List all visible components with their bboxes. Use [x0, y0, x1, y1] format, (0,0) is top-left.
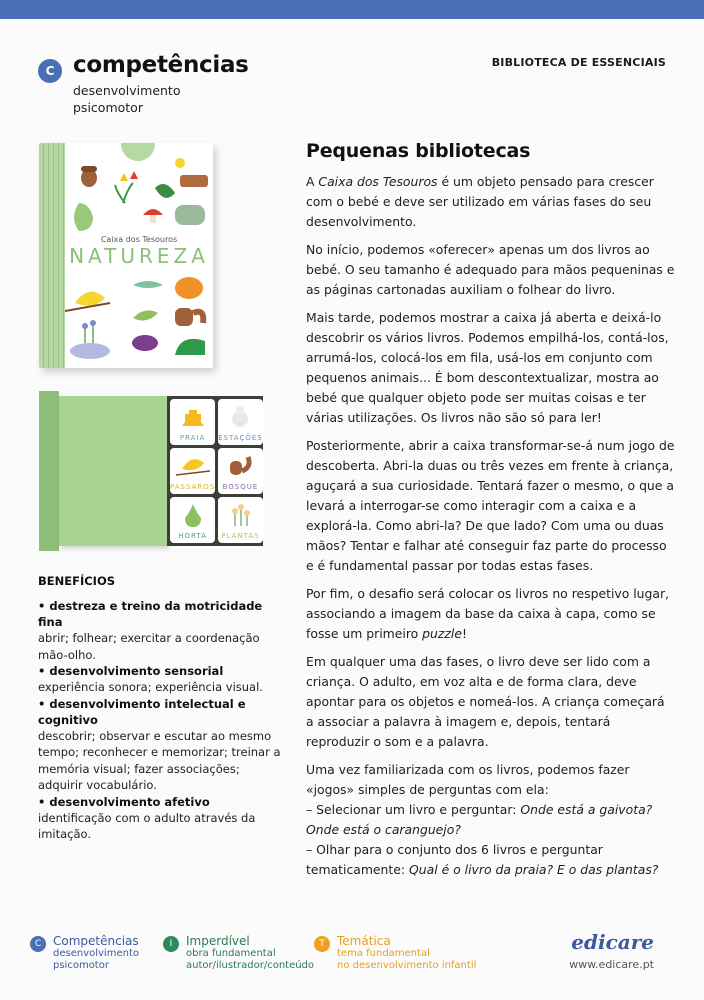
benefit-heading: • desenvolvimento afetivo	[38, 794, 210, 809]
legend-title: Competências	[53, 934, 139, 948]
paragraph-3: Mais tarde, podemos mostrar a caixa já aberta e deixá-lo descobrir os vários livros. Podemos empilhá-los, contá-los, arrumá-los, colocá-los em fila, usá-los em conjunto com pequenos animais... É bom descontextualizar, mostra ao bebé que qualquer objeto pode ser muitas coisas e ter várias utilizações. Os livros não são só para ler!	[306, 310, 669, 425]
page-category-subtitle	[73, 82, 273, 116]
book-cover-title: NATUREZA	[69, 244, 209, 268]
page-category-title: competências	[73, 52, 249, 78]
benefit-item	[38, 696, 288, 794]
text: !	[461, 626, 467, 641]
book-cover-image	[39, 143, 213, 368]
open-box-image	[39, 388, 261, 553]
footer	[30, 930, 680, 984]
mini-book-praia	[170, 399, 215, 445]
tile-label: PRAIA	[179, 434, 206, 442]
article-title: Pequenas bibliotecas	[306, 140, 531, 162]
pear-icon	[182, 502, 204, 528]
text: Uma vez familiarizada com os livros, podemos fazer «jogos» simples de perguntas com ela:	[306, 762, 630, 797]
italic-text: Caixa dos Tesouros	[318, 174, 438, 189]
brand	[569, 930, 654, 971]
paragraph-2: No início, podemos «oferecer» apenas um dos livros ao bebé. O seu tamanho é adequado para mãos pequeninas e as páginas cartonadas auxiliam o folhear do livro.	[306, 242, 675, 297]
legend-desc: desenvolvimento	[53, 948, 139, 959]
tile-label: BOSQUE	[222, 483, 259, 491]
tile-label: PLANTAS	[221, 532, 260, 540]
legend-desc: obra fundamental	[186, 948, 276, 959]
mini-book-plantas	[218, 497, 263, 543]
bird-icon	[176, 453, 210, 477]
book-cover-subtitle: Caixa dos Tesouros	[100, 235, 178, 244]
imperdivel-icon: I	[163, 936, 179, 952]
benefit-item	[38, 794, 288, 843]
legend-tematica	[314, 934, 476, 972]
benefit-heading: • desenvolvimento sensorial	[38, 664, 224, 678]
benefit-description: identificação com o adulto através da imitação.	[38, 810, 256, 841]
italic-text: Onde está a gaivota? Onde está o caranguejo?	[306, 802, 653, 837]
legend-title: Temática	[337, 934, 391, 948]
paragraph-4: Posteriormente, abrir a caixa transformar-se-á num jogo de descoberta. Abri-la duas ou três vezes em frente à criança, aguçará a sua curiosidade. Tentará fazer o mesmo, o que a levará a interrogar-se como interagir com a caixa e a explorá-la. Como abri-la? De que lado? Com uma ou duas mãos? Tentar e falhar até conseguir faz parte do processo e é fundamental passar por todas estas fases.	[306, 438, 675, 573]
sandcastle-icon	[178, 404, 208, 428]
squirrel-icon	[226, 453, 254, 477]
series-label: BIBLIOTECA DE ESSENCIAIS	[491, 56, 666, 69]
snowman-icon	[228, 404, 252, 428]
legend-desc: autor/ilustrador/conteúdo	[186, 960, 315, 971]
mini-book-passaros	[170, 448, 215, 494]
text: é um objeto pensado para crescer com o bebé e deve ser utilizado em várias fases do seu desenvolvimento.	[306, 174, 654, 229]
italic-text: Qual é o livro da praia? E o das plantas?	[409, 862, 659, 877]
text: A	[306, 174, 319, 189]
benefits-title: BENEFÍCIOS	[38, 574, 116, 588]
text: – Selecionar um livro e perguntar:	[306, 802, 521, 817]
subtitle-line-1: desenvolvimento	[73, 83, 181, 98]
article	[306, 140, 676, 888]
text: Por fim, o desafio será colocar os livros no respetivo lugar, associando a imagem da base da caixa à capa, como se fosse um primeiro	[306, 586, 670, 641]
benefit-heading: • desenvolvimento intelectual e cognitivo	[38, 696, 246, 727]
paragraph-7	[306, 760, 676, 880]
top-color-bar	[0, 0, 704, 19]
benefits-section	[38, 574, 288, 843]
legend-desc: psicomotor	[53, 960, 109, 971]
tematica-icon: T	[314, 936, 330, 952]
legend-title: Imperdível	[186, 934, 250, 948]
benefit-description: abrir; folhear; exercitar a coordenação mão-olho.	[38, 631, 260, 662]
edicare-logo: edicare	[571, 930, 654, 954]
competencias-badge-icon: C	[38, 59, 62, 83]
legend-competencias	[30, 934, 139, 972]
box-lid-edge	[39, 391, 59, 551]
tile-label: PÁSSAROS	[170, 483, 216, 491]
benefit-heading: • destreza e treino da motricidade fina	[38, 599, 263, 629]
book-spine	[39, 143, 65, 368]
paragraph-1	[306, 172, 676, 232]
box-tray	[167, 396, 263, 546]
text: – Olhar para o conjunto dos 6 livros e perguntar tematicamente:	[306, 842, 603, 877]
paragraph-6: Em qualquer uma das fases, o livro deve ser lido com a criança. O adulto, em voz alta e de forma clara, deve apontar para os objetos e nomeá-los. A criança começará a associar a palavra à imagem e, depois, tentará reproduzir o som e a palavra.	[306, 654, 665, 749]
tile-label: HORTA	[178, 532, 207, 540]
box-lid	[59, 396, 167, 546]
italic-text: puzzle	[422, 626, 462, 641]
mini-book-horta	[170, 497, 215, 543]
legend-imperdivel	[163, 934, 314, 972]
mini-book-bosque	[218, 448, 263, 494]
flowers-icon	[227, 502, 253, 528]
benefit-description: descobrir; observar e escutar ao mesmo tempo; reconhecer e memorizar; treinar a memória visual; fazer associações; adquirir vocabulário.	[38, 728, 281, 792]
competencias-icon: C	[30, 936, 46, 952]
benefit-item	[38, 598, 288, 663]
legend-desc: tema fundamental	[337, 948, 430, 959]
paragraph-5	[306, 584, 676, 644]
benefit-item	[38, 663, 288, 696]
legend-desc: no desenvolvimento infantil	[337, 960, 477, 971]
brand-url[interactable]: www.edicare.pt	[569, 958, 654, 971]
mini-book-estacoes	[218, 399, 263, 445]
subtitle-line-2: psicomotor	[73, 100, 143, 115]
benefit-description: experiência sonora; experiência visual.	[38, 680, 263, 694]
tile-label: ESTAÇÕES	[218, 434, 263, 442]
